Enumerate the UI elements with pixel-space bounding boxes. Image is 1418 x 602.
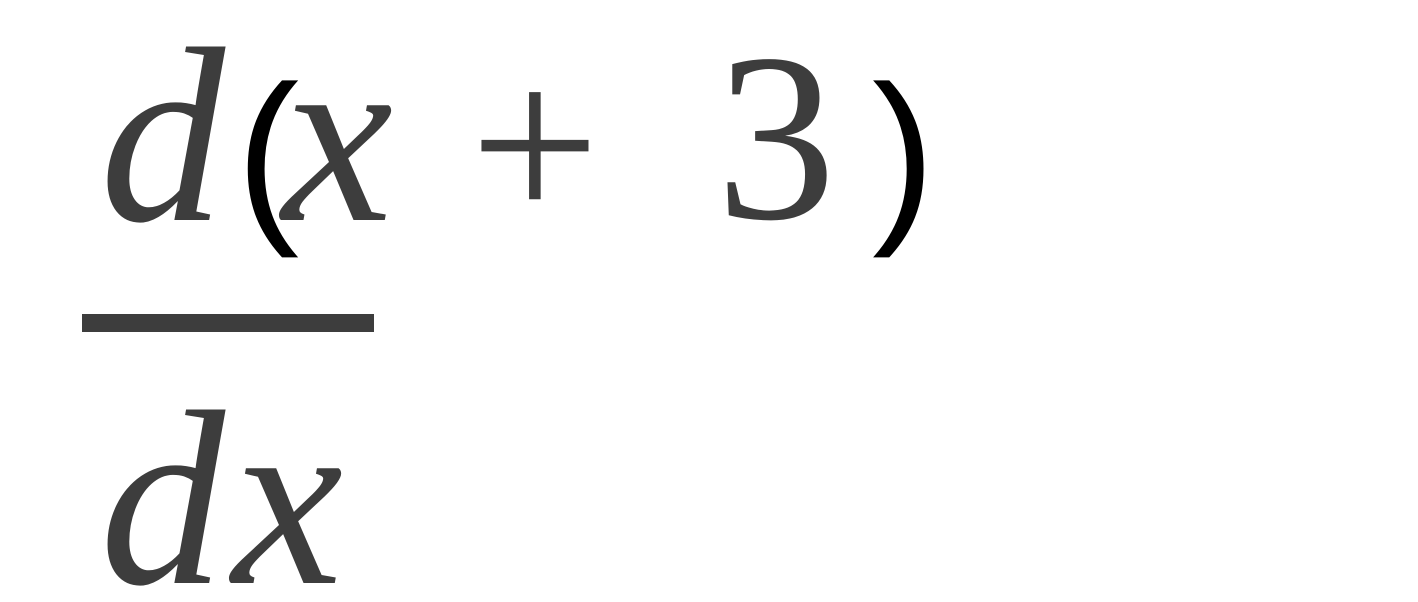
denominator-x: x [232, 361, 343, 602]
numerator-open-paren: ( [236, 47, 300, 259]
numerator-x: x [282, 0, 393, 275]
denominator-d: d [100, 361, 225, 602]
numerator-close-paren: ) [872, 47, 936, 259]
numerator-constant: 3 [716, 4, 836, 270]
numerator-plus: + [470, 17, 600, 272]
numerator-d: d [100, 0, 225, 275]
fraction-bar [82, 314, 374, 332]
